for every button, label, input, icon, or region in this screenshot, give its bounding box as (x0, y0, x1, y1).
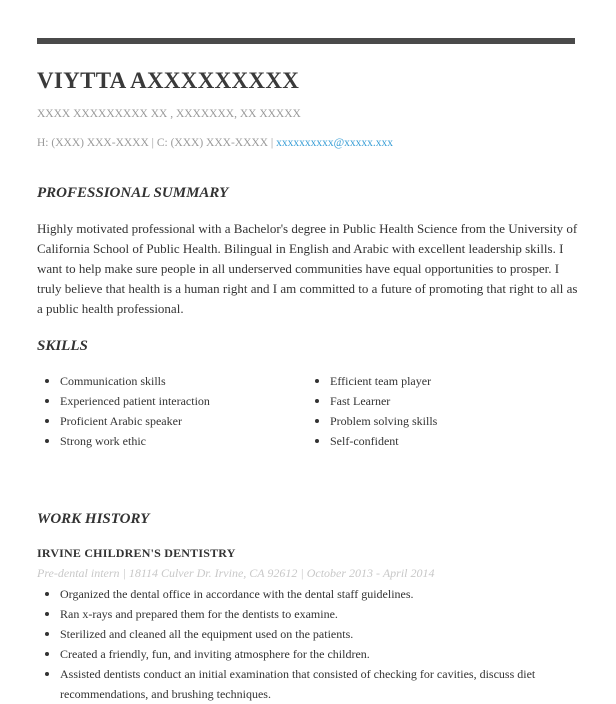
duty-item: Ran x-rays and prepared them for the dentists to examine. (37, 604, 577, 624)
duty-item: Sterilized and cleaned all the equipment used on the patients. (37, 624, 577, 644)
candidate-name: VIYTTA AXXXXXXXXX (37, 68, 300, 93)
skill-item: Problem solving skills (307, 411, 437, 431)
duties-list (37, 584, 577, 704)
skill-item: Strong work ethic (37, 431, 210, 451)
email-link[interactable]: xxxxxxxxxx@xxxxx.xxx (276, 137, 394, 149)
contact-line (37, 137, 393, 149)
job-role: Pre-dental intern (37, 566, 120, 580)
header-rule (37, 38, 575, 44)
duty-item: Assisted dentists conduct an initial examination that consisted of checking for cavities, discuss diet recommendations, and brushing techniques. (37, 664, 577, 704)
job-meta (37, 566, 435, 581)
skill-item: Fast Learner (307, 391, 437, 411)
skill-item: Proficient Arabic speaker (37, 411, 210, 431)
skills-list-right (307, 371, 437, 451)
separator: | (270, 137, 274, 149)
section-title-skills: SKILLS (37, 338, 88, 354)
skill-item: Communication skills (37, 371, 210, 391)
skill-item: Self-confident (307, 431, 437, 451)
skill-item: Experienced patient interaction (37, 391, 210, 411)
duty-item: Organized the dental office in accordance with the dental staff guidelines. (37, 584, 577, 604)
skill-item: Efficient team player (307, 371, 437, 391)
separator: | (300, 566, 304, 580)
separator: | (122, 566, 126, 580)
cell-phone: C: (XXX) XXX-XXXX (156, 137, 269, 149)
section-title-summary: PROFESSIONAL SUMMARY (37, 185, 229, 201)
job-location: 18114 Culver Dr. Irvine, CA 92612 (128, 566, 298, 580)
home-phone: H: (XXX) XXX-XXXX (37, 137, 149, 149)
address: XXXX XXXXXXXXX XX , XXXXXXX, XX XXXXX (37, 108, 301, 120)
summary-text: Highly motivated professional with a Bachelor's degree in Public Health Science from the University of California School of Public Health. Bilingual in English and Arabic with excellent leadership skills. I want to help make sure people in all underserved communities have equal opportunities to prosper. I truly believe that health is a human right and I am committed to a future of promoting that right to all as a public health professional. (37, 221, 578, 316)
section-title-work-history: WORK HISTORY (37, 511, 150, 527)
separator: | (151, 137, 154, 149)
employer-name: IRVINE CHILDREN'S DENTISTRY (37, 546, 236, 560)
job-dates: October 2013 - April 2014 (306, 566, 435, 580)
skills-list-left (37, 371, 210, 451)
duty-item: Created a friendly, fun, and inviting atmosphere for the children. (37, 644, 577, 664)
